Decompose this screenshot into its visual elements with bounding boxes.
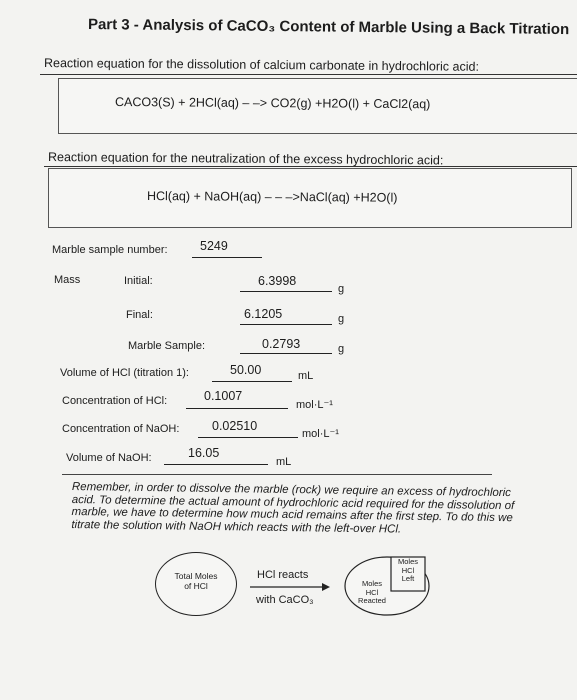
mass-label: Mass	[54, 274, 81, 286]
dissolution-rule	[40, 74, 577, 75]
naoh-volume-underline	[164, 464, 268, 465]
page-title: Part 3 - Analysis of CaCO₃ Content of Marble Using a Back Titration	[87, 16, 570, 39]
neutralization-equation-box	[48, 168, 572, 228]
mass-marble-label: Marble Sample:	[128, 340, 206, 352]
naoh-conc-value: 0.02510	[212, 419, 258, 433]
naoh-conc-label: Concentration of NaOH:	[62, 423, 180, 435]
reaction-arrow-icon	[250, 582, 330, 592]
moles-left-line2: HCl	[401, 565, 415, 575]
dissolution-equation: CACO3(S) + 2HCl(aq) – –> CO2(g) +H2O(l) + CaCl2(aq)	[114, 95, 431, 112]
hcl-volume-label: Volume of HCl (titration 1):	[60, 367, 189, 379]
naoh-volume-value: 16.05	[188, 446, 220, 460]
neutralization-equation: HCl(aq) + NaOH(aq) – – –>NaCl(aq) +H2O(l)	[146, 189, 398, 205]
hcl-conc-value: 0.1007	[204, 389, 243, 403]
mass-final-label: Final:	[126, 309, 153, 321]
mass-final-value: 6.1205	[244, 307, 283, 321]
sample-label: Marble sample number:	[52, 244, 168, 256]
mass-initial-value: 6.3998	[258, 274, 297, 288]
arrow-bottom-label: with CaCO₃	[256, 594, 314, 606]
neutralization-rule	[44, 166, 577, 167]
hcl-volume-unit: mL	[298, 370, 314, 382]
mass-initial-underline	[240, 291, 332, 292]
moles-reacted-line1: Moles	[361, 579, 382, 588]
dissolution-label: Reaction equation for the dissolution of calcium carbonate in hydrochloric acid:	[43, 56, 480, 74]
mass-initial-unit: g	[338, 283, 345, 295]
mass-marble-unit: g	[338, 343, 345, 355]
hcl-volume-value: 50.00	[230, 363, 262, 377]
naoh-conc-underline	[198, 437, 298, 438]
total-moles-line2: of HCl	[184, 581, 208, 591]
hcl-volume-underline	[212, 381, 292, 382]
hcl-conc-label: Concentration of HCl:	[62, 395, 168, 407]
sample-value: 5249	[200, 239, 228, 253]
note-rule	[62, 474, 492, 475]
mass-marble-value: 0.2793	[262, 337, 301, 351]
total-moles-line1: Total Moles	[174, 571, 218, 581]
mass-marble-underline	[240, 353, 332, 354]
dissolution-equation-box	[58, 78, 577, 134]
hcl-conc-underline	[186, 408, 288, 409]
moles-left-line3: Left	[401, 574, 415, 583]
moles-left-line1: Moles	[397, 557, 418, 566]
naoh-volume-unit: mL	[276, 456, 292, 468]
naoh-conc-unit: mol·L⁻¹	[302, 428, 339, 440]
hcl-conc-unit: mol·L⁻¹	[296, 399, 333, 411]
mass-final-unit: g	[338, 313, 345, 325]
total-moles-circle	[155, 552, 237, 616]
note-text: Remember, in order to dissolve the marble (rock) we require an excess of hydrochloric acid. To determine the actual amount of hydrochloric acid required for the dissolution of marble, we have to determine how much acid remains after the first step. To do this we titrate the solution with NaOH which reacts with the left-over HCl.	[71, 481, 515, 536]
arrow-top-label: HCl reacts	[257, 569, 309, 581]
mass-final-underline	[240, 324, 332, 325]
neutralization-label: Reaction equation for the neutralization of the excess hydrochloric acid:	[47, 150, 444, 168]
mass-initial-label: Initial:	[124, 275, 153, 287]
naoh-volume-label: Volume of NaOH:	[66, 452, 152, 464]
moles-reacted-line2: HCl	[365, 587, 379, 597]
sample-underline	[192, 257, 262, 258]
moles-reacted-line3: Reacted	[358, 596, 386, 605]
